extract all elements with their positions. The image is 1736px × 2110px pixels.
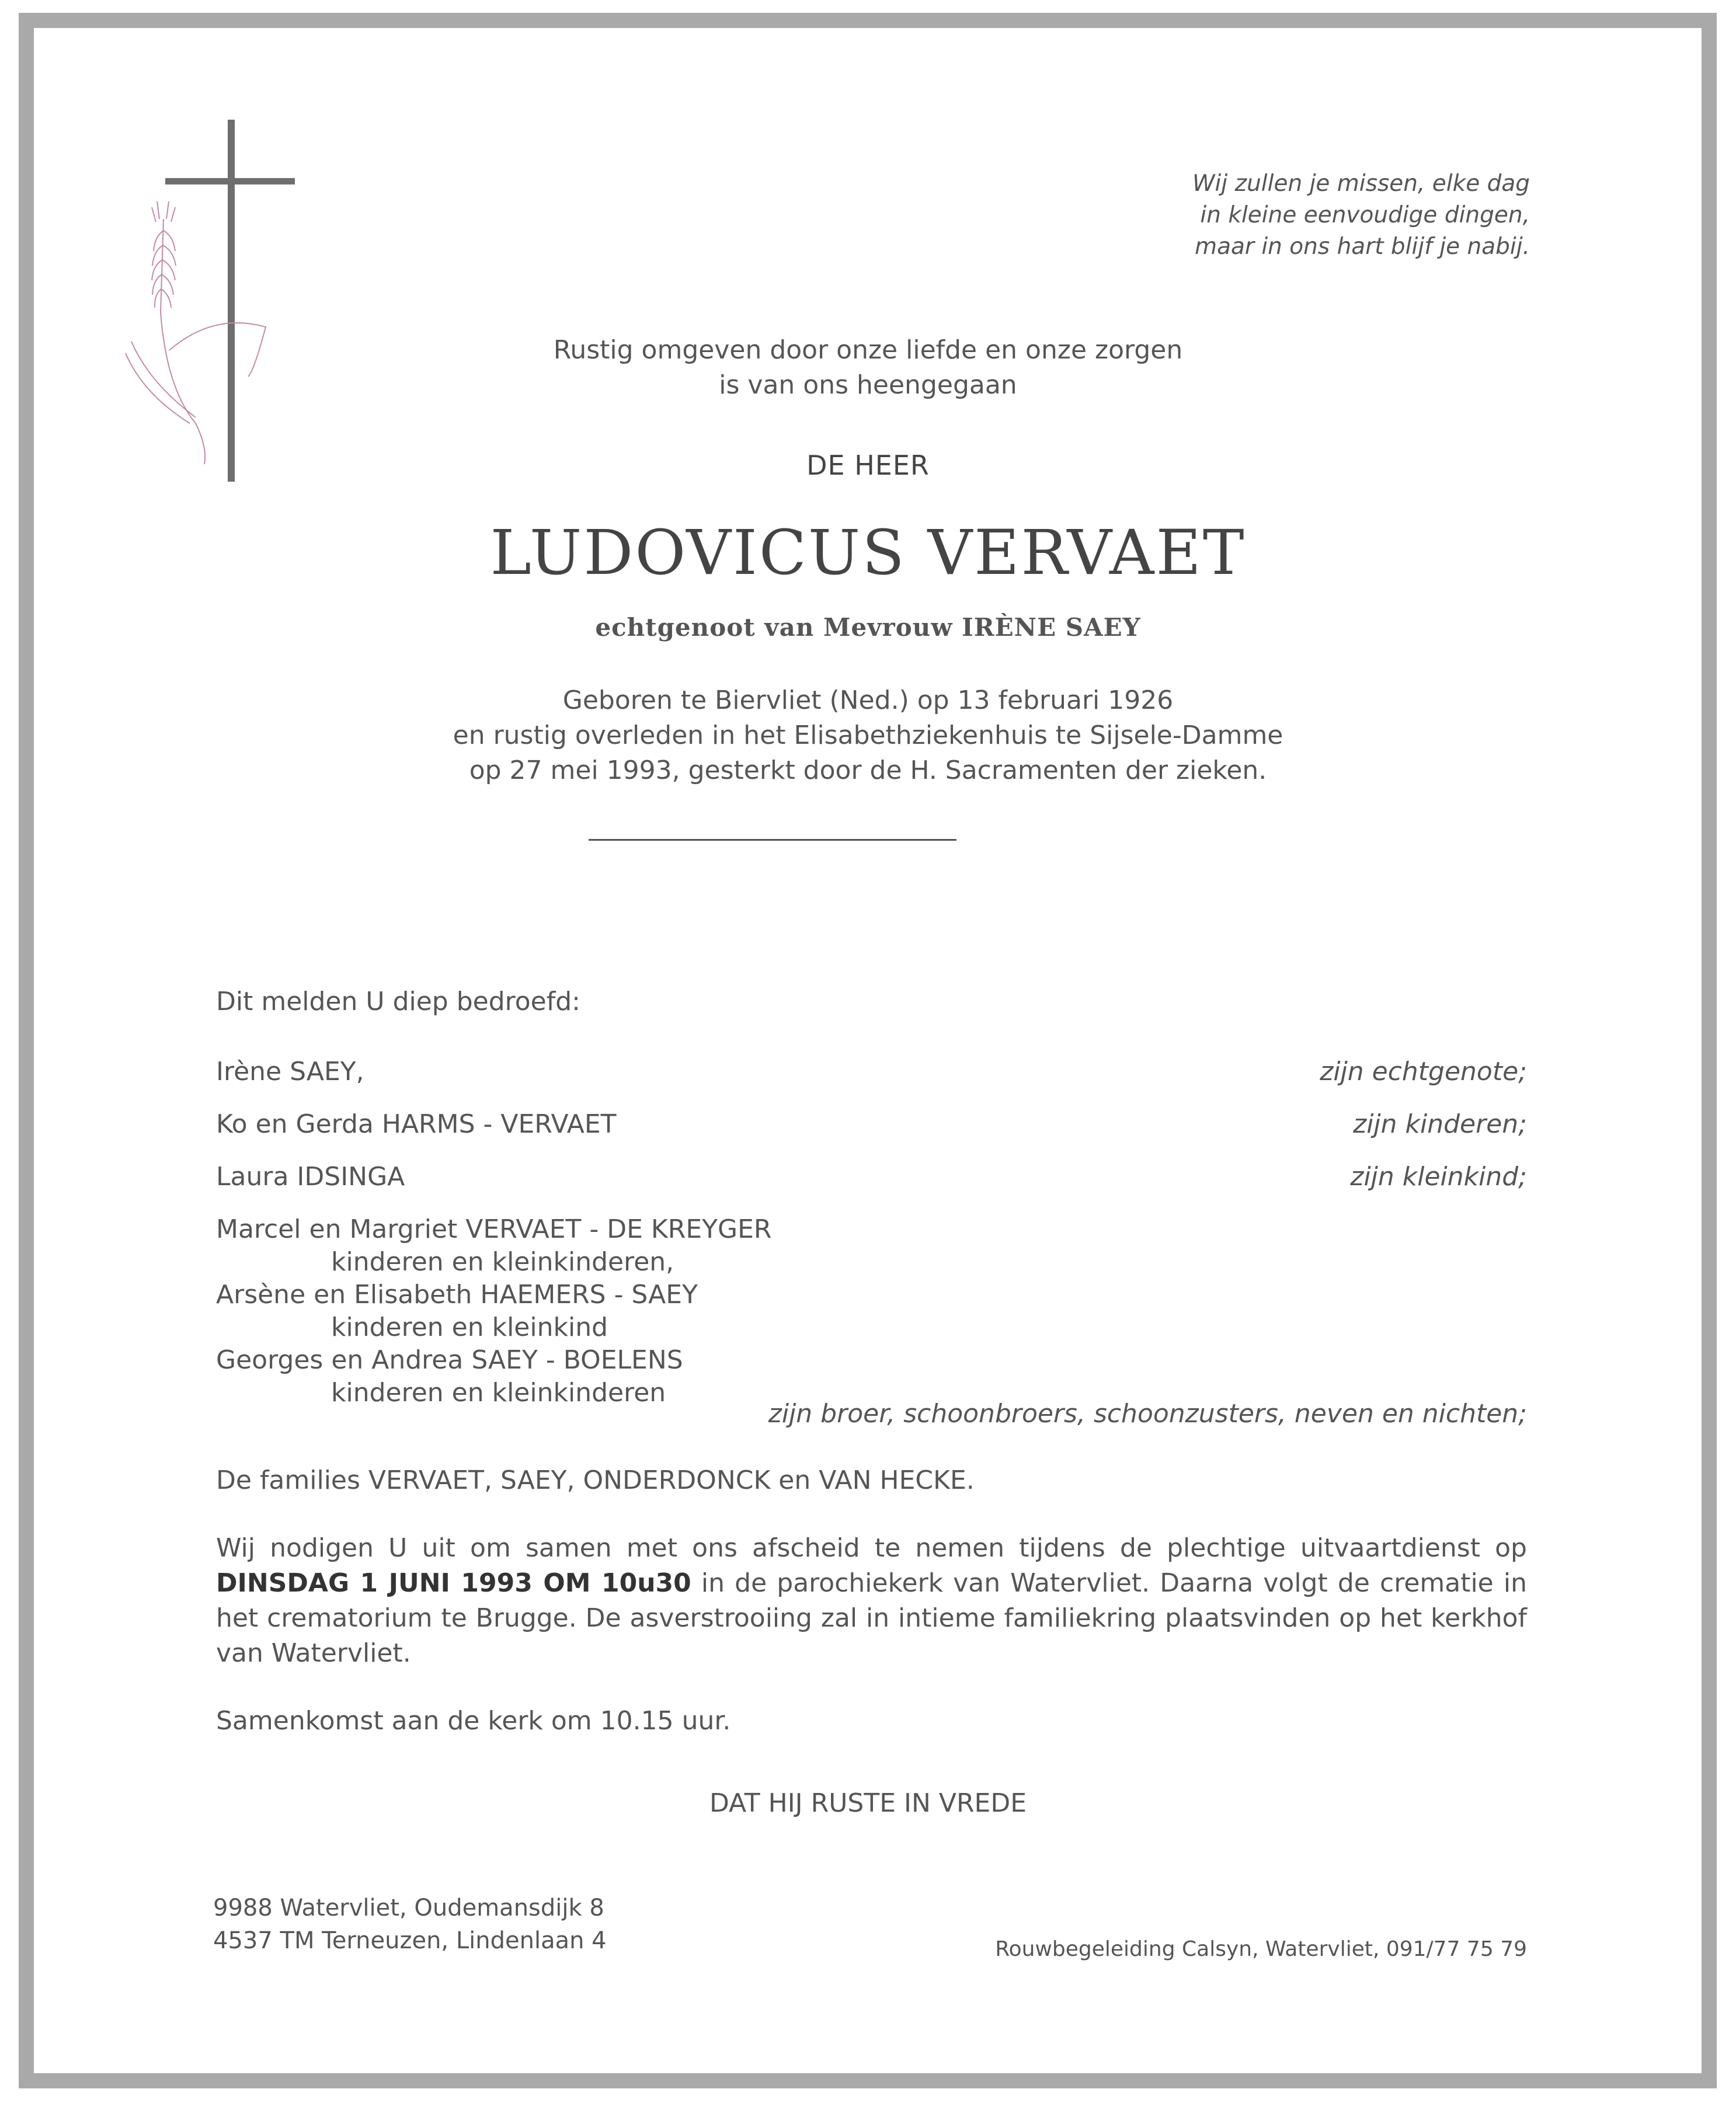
rest-in-peace: DAT HIJ RUSTE IN VREDE (709, 1788, 1027, 1818)
meeting-line: Samenkomst aan de kerk om 10.15 uur. (216, 1706, 731, 1736)
title-prefix: DE HEER (806, 450, 930, 481)
family-relation: zijn kleinkind; (1350, 1162, 1527, 1192)
invitation-text: Wij nodigen U uit om samen met ons afscheid te nemen tijdens de plechtige uitvaartdienst op (216, 1533, 1527, 1563)
poem-line: Wij zullen je missen, elke dag (1192, 170, 1530, 197)
invitation-text: in de parochiekerk van Watervliet. Daarna volgt de crematie in het crematorium te Brugge. De asverstrooiing zal in intieme familiekring plaatsvinden op het kerkhof van Watervliet. (216, 1568, 1527, 1668)
family-names: Laura IDSINGA (216, 1162, 405, 1192)
intro (0, 333, 1736, 403)
undertaker-line: Rouwbegeleiding Calsyn, Watervliet, 091/77 75 79 (995, 1937, 1527, 1961)
kin-relation: zijn broer, schoonbroers, schoonzusters, neven en nichten; (768, 1399, 1527, 1429)
birth-death-line: op 27 mei 1993, gesterkt door de H. Sacramenten der zieken. (469, 755, 1267, 785)
announcement: Dit melden U diep bedroefd: (216, 987, 580, 1016)
birth-death-line: Geboren te Biervliet (Ned.) op 13 februari 1926 (562, 685, 1174, 715)
family-row (216, 1109, 1527, 1139)
birth-death-info (0, 683, 1736, 788)
kin-line: Georges en Andrea SAEY - BOELENS (216, 1345, 683, 1375)
poem (1051, 168, 1530, 263)
poem-line: in kleine eenvoudige dingen, (1200, 202, 1530, 228)
kin-line: kinderen en kleinkinderen, (331, 1247, 674, 1277)
kin-list (216, 1213, 771, 1409)
family-relation: zijn kinderen; (1353, 1109, 1527, 1139)
kin-line: Arsène en Elisabeth HAEMERS - SAEY (216, 1280, 698, 1310)
families-line: De families VERVAET, SAEY, ONDERDONCK en VAN HECKE. (216, 1465, 975, 1495)
intro-line: is van ons heengegaan (719, 370, 1017, 400)
kin-line: kinderen en kleinkinderen (331, 1378, 666, 1408)
family-names: Ko en Gerda HARMS - VERVAET (216, 1109, 617, 1139)
family-row (216, 1057, 1527, 1087)
kin-line: kinderen en kleinkind (331, 1312, 608, 1342)
spouse-line: echtgenoot van Mevrouw IRÈNE SAEY (595, 613, 1141, 642)
deceased-name: LUDOVICUS VERVAET (490, 517, 1246, 589)
addresses (213, 1892, 607, 1957)
family-row (216, 1162, 1527, 1192)
poem-line: maar in ons hart blijf je nabij. (1195, 234, 1530, 260)
divider (589, 839, 956, 841)
kin-line: Marcel en Margriet VERVAET - DE KREYGER (216, 1214, 772, 1244)
address-line: 9988 Watervliet, Oudemansdijk 8 (213, 1895, 604, 1921)
invitation-date: DINSDAG 1 JUNI 1993 OM 10u30 (216, 1568, 691, 1598)
family-relation: zijn echtgenote; (1320, 1057, 1527, 1087)
cross-with-wheat-icon (120, 120, 312, 482)
intro-line: Rustig omgeven door onze liefde en onze zorgen (553, 335, 1183, 365)
address-line: 4537 TM Terneuzen, Lindenlaan 4 (213, 1927, 607, 1954)
family-names: Irène SAEY, (216, 1057, 364, 1087)
invitation (216, 1531, 1527, 1671)
birth-death-line: en rustig overleden in het Elisabethziekenhuis te Sijsele-Damme (453, 720, 1283, 750)
